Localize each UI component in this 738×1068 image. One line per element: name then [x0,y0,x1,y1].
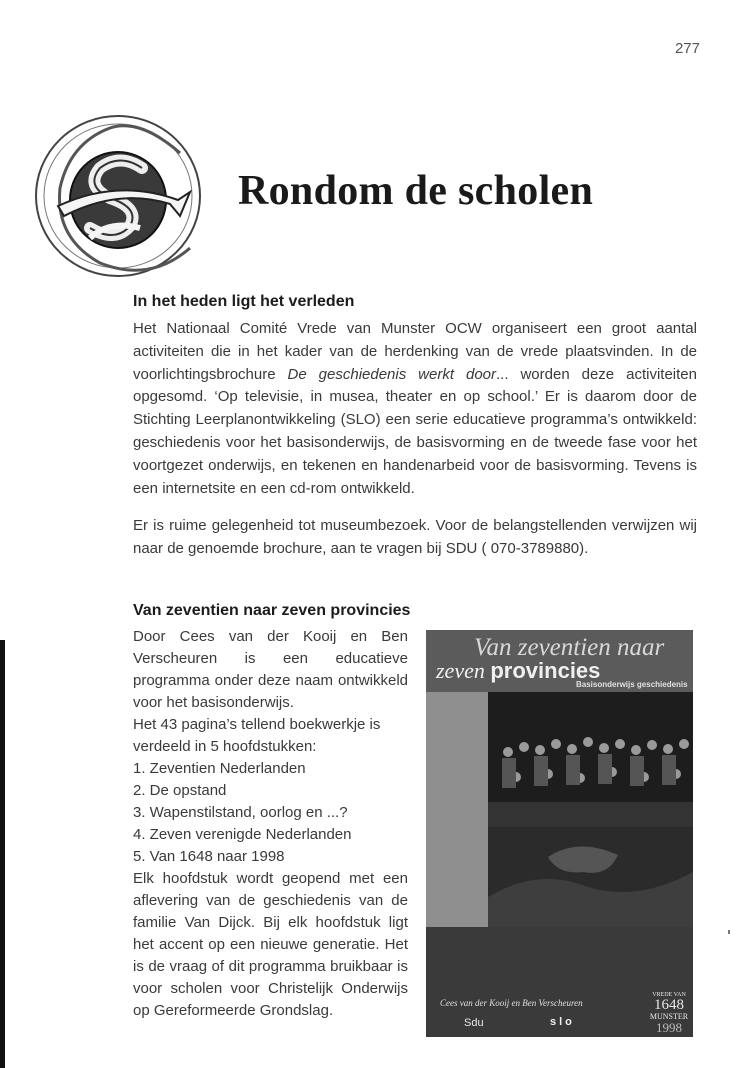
paragraph-hoofdstuk: Elk hoofdstuk wordt geopend met een aflevering van de geschiedenis van de familie Van Dijck. Bij elk hoofdstuk ligt het accent op een nieuwe generatie. Het is de vraag of dit programma bruikbaar is voor scholen voor Christelijk Onderwijs op Gereformeerde Grondslag. [133,870,408,1019]
badge-year2: 1998 [656,1020,682,1035]
paragraph-auteurs: Door Cees van der Kooij en Ben Verscheuren is een educatieve programma onder deze naam ontwikkeld voor het basisonderwijs. [133,628,408,711]
paragraph-museumbezoek: Er is ruime gelegenheid tot museumbezoek. Voor de belangstellenden verwijzen wij naar de genoemde brochure, aan te vragen bij SDU ( 070-3789880). [133,517,697,557]
paragraph-activiteiten [133,318,697,500]
badge-city: MUNSTER [649,1012,689,1021]
cover-title-italic: zeven [436,658,485,683]
badge-year: 1648 [654,997,684,1013]
page-number: 277 [674,40,700,57]
chapter-item: 5. Van 1648 naar 1998 [133,848,285,865]
paragraph-text: Het Nationaal Comité Vrede van Munster OCW organiseert een groot aantal activiteiten die in het kader van de herdenking van de vrede plaatsvinden. In de voorlichtingsbrochure [133,320,697,383]
section-heading-verleden: In het heden ligt het verleden [133,293,355,310]
chapter-item: 3. Wapenstilstand, oorlog en ...? [133,804,348,821]
badge-top: VREDE VAN [652,992,686,998]
chapter-item: 2. De opstand [133,782,227,799]
cover-title-line1: Van zeventien naar [474,634,665,661]
chapter-list [133,758,408,868]
chapter-item: 4. Zeven verenigde Nederlanden [133,826,352,843]
chapter-item: 1. Zeventien Nederlanden [133,760,306,777]
chapter-list-block [133,714,408,868]
paragraph-text: Het 43 pagina’s tellend boekwerkje is verdeeld in 5 hoofdstukken: [133,716,381,755]
cover-authors: Cees van der Kooij en Ben Verscheuren [440,998,583,1008]
cover-slo: slo [550,1016,575,1028]
scan-speck [728,930,730,934]
page-title: Rondom de scholen [238,168,594,214]
cover-title-bold: provincies [490,658,601,683]
cover-painting-assembly [488,692,693,827]
cover-subtitle: Basisonderwijs geschiedenis [576,680,688,689]
scholen-logo-icon [30,108,230,283]
cover-painting-battle [488,827,693,927]
scan-edge [0,640,5,1068]
cover-badge [646,992,692,1034]
section-heading-provincies: Van zeventien naar zeven provincies [133,602,411,619]
brochure-title: De geschiedenis werkt door [287,365,496,383]
cover-publisher: Sdu [464,1017,484,1029]
paragraph-text: ... worden deze activiteiten opgesomd. ‘Op televisie, in musea, theater en op school.’ Er is daarom door de Stichting Leerplanontwikkeling (SLO) een serie educatieve programma’s ontwikkeld: geschiedenis voor het basisonderwijs, de basisvorming en de tweede fase voor het voortgezet onderwijs, en tekenen en handenarbeid voor de basisvorming. Tevens is een internetsite en een cd-rom ontwikkeld. [133,365,697,497]
cover-strip [426,692,488,927]
book-cover [426,630,693,1037]
